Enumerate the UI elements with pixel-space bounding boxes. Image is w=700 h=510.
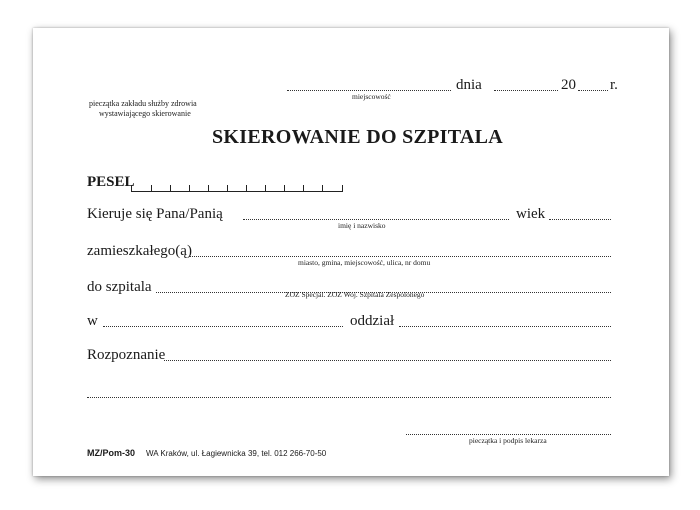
diagnosis-line-2[interactable] xyxy=(87,397,611,398)
pesel-divider xyxy=(246,185,247,191)
publisher-address: WA Kraków, ul. Łagiewnicka 39, tel. 012 266-70-50 xyxy=(146,449,327,458)
pesel-divider xyxy=(265,185,266,191)
signature-line[interactable] xyxy=(406,434,611,435)
stamp-caption-line2: wystawiającego skierowanie xyxy=(99,109,191,118)
date-line[interactable] xyxy=(494,90,558,91)
do-szpitala-label: do szpitala xyxy=(87,279,152,295)
age-line[interactable] xyxy=(549,219,611,220)
form-code: MZ/Pom-30 xyxy=(87,448,136,458)
zamieszkalego-label: zamieszkałego(ą) xyxy=(87,243,192,259)
department-line[interactable] xyxy=(399,326,611,327)
pesel-divider xyxy=(284,185,285,191)
diagnosis-line-1[interactable] xyxy=(164,360,611,361)
pesel-divider xyxy=(322,185,323,191)
name-line[interactable] xyxy=(243,219,509,220)
pesel-divider xyxy=(170,185,171,191)
hospital-caption: ZOZ Specjal. ZOZ Woj. Szpitala Zespolonego xyxy=(285,290,425,299)
place-line[interactable] xyxy=(287,90,451,91)
signature-caption: pieczątka i podpis lekarza xyxy=(469,436,547,445)
wiek-label: wiek xyxy=(516,206,546,222)
pesel-label: PESEL xyxy=(87,174,135,190)
form-title: SKIEROWANIE DO SZPITALA xyxy=(212,126,504,148)
year-prefix: 20 xyxy=(561,77,576,93)
stamp-caption-line1: pieczątka zakładu służby zdrowia xyxy=(89,99,197,108)
name-caption: imię i nazwisko xyxy=(338,221,386,230)
w-line[interactable] xyxy=(103,326,343,327)
address-caption: miasto, gmina, miejscowość, ulica, nr domu xyxy=(298,258,431,267)
oddzial-label: oddział xyxy=(350,313,395,329)
place-caption: miejscowość xyxy=(352,92,391,101)
rozpoznanie-label: Rozpoznanie xyxy=(87,347,166,363)
year-line[interactable] xyxy=(578,90,608,91)
pesel-boxes[interactable] xyxy=(131,185,343,192)
w-label: w xyxy=(87,313,98,329)
kieruje-label: Kieruje się Pana/Panią xyxy=(87,206,223,222)
dnia-label: dnia xyxy=(456,77,482,93)
pesel-divider xyxy=(208,185,209,191)
year-suffix: r. xyxy=(610,77,618,93)
pesel-divider xyxy=(189,185,190,191)
pesel-divider xyxy=(151,185,152,191)
pesel-divider xyxy=(303,185,304,191)
pesel-divider xyxy=(227,185,228,191)
address-line[interactable] xyxy=(189,256,611,257)
